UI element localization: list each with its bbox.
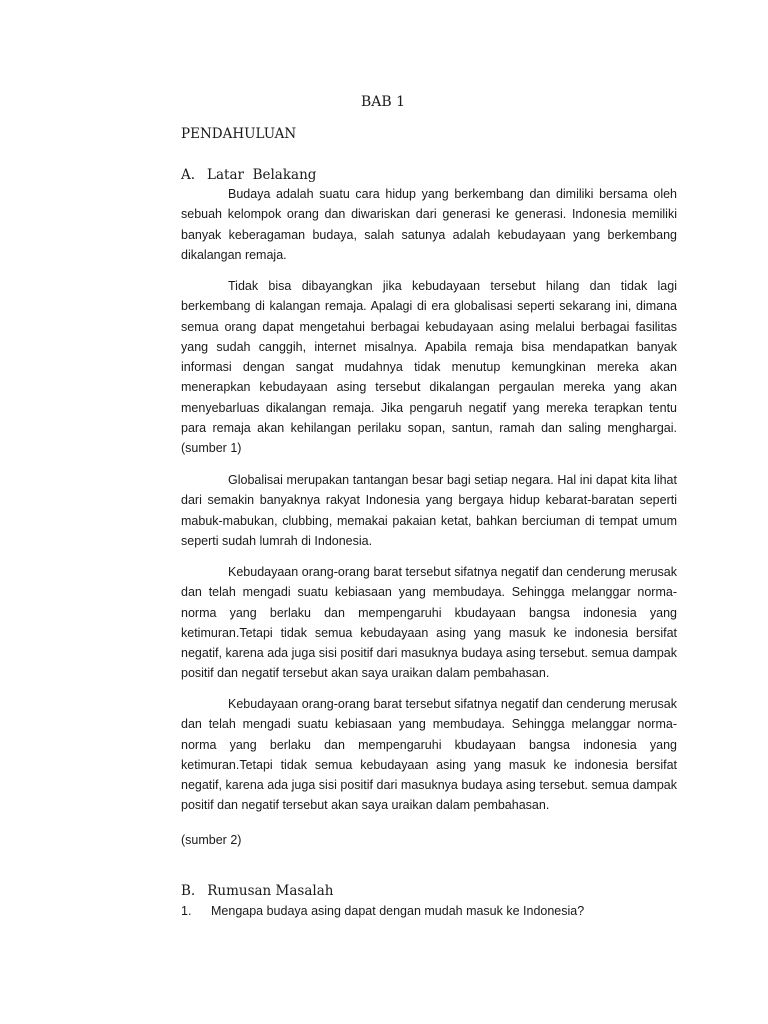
paragraph-3: Globalisai merupakan tantangan besar bagi setiap negara. Hal ini dapat kita lihat dari semakin banyaknya rakyat Indonesia yang bergaya hidup kebarat-baratan seperti mabuk-mabukan, clubbing, memakai pakaian ketat, bahkan berciuman di tempat umum seperti sudah lumrah di Indonesia.	[181, 473, 677, 548]
list-item-number: 1.	[181, 904, 192, 918]
list-item-text: Mengapa budaya asing dapat dengan mudah masuk ke Indonesia?	[211, 904, 585, 918]
section-a-heading	[181, 167, 316, 183]
list-item	[181, 904, 584, 918]
section-b-letter: B.	[181, 883, 196, 899]
chapter-heading: PENDAHULUAN	[181, 126, 297, 142]
paragraph-5: Kebudayaan orang-orang barat tersebut sifatnya negatif dan cenderung merusak dan telah mengadi suatu kebiasaan yang membudaya. Sehingga melanggar norma-norma yang berlaku dan mempengaruhi kbudayaan bangsa indonesia yang ketimuran.Tetapi tidak semua kebudayaan asing yang masuk ke indonesia bersifat negatif, karena ada juga sisi positif dari masuknya budaya asing tersebut. semua dampak positif dan negatif tersebut akan saya uraikan dalam pembahasan.	[181, 697, 677, 813]
section-b-heading	[181, 883, 333, 899]
section-b-title: Rumusan Masalah	[207, 883, 334, 899]
section-a-letter: A.	[181, 167, 196, 183]
paragraph-2: Tidak bisa dibayangkan jika kebudayaan tersebut hilang dan tidak lagi berkembang di kalangan remaja. Apalagi di era globalisasi seperti sekarang ini, dimana semua orang dapat mengetahui berbagai kebudayaan asing melalui berbagai fasilitas yang sudah canggih, internet misalnya. Apabila remaja bisa mendapatkan banyak informasi dengan sangat mudahnya tidak menutup kemungkinan mereka akan menerapkan kebudayaan asing tersebut dikalangan pergaulan mereka yang akan menyebarluas dikalangan remaja. Jika pengaruh negatif yang mereka terapkan tentu para remaja akan kehilangan perilaku sopan, santun, ramah dan saling menghargai. (sumber 1)	[181, 279, 677, 456]
document-title: BAB 1	[361, 94, 406, 110]
section-a-title: Latar Belakang	[207, 167, 317, 183]
paragraph-4: Kebudayaan orang-orang barat tersebut sifatnya negatif dan cenderung merusak dan telah mengadi suatu kebiasaan yang membudaya. Sehingga melanggar norma-norma yang berlaku dan mempengaruhi kbudayaan bangsa indonesia yang ketimuran.Tetapi tidak semua kebudayaan asing yang masuk ke indonesia bersifat negatif, karena ada juga sisi positif dari masuknya budaya asing tersebut. semua dampak positif dan negatif tersebut akan saya uraikan dalam pembahasan.	[181, 565, 677, 681]
source-2-note: (sumber 2)	[181, 833, 242, 847]
paragraph-1: Budaya adalah suatu cara hidup yang berkembang dan dimiliki bersama oleh sebuah kelompok orang dan diwariskan dari generasi ke generasi. Indonesia memiliki banyak keberagaman budaya, salah satunya adalah kebudayaan yang berkembang dikalangan remaja.	[181, 187, 677, 262]
